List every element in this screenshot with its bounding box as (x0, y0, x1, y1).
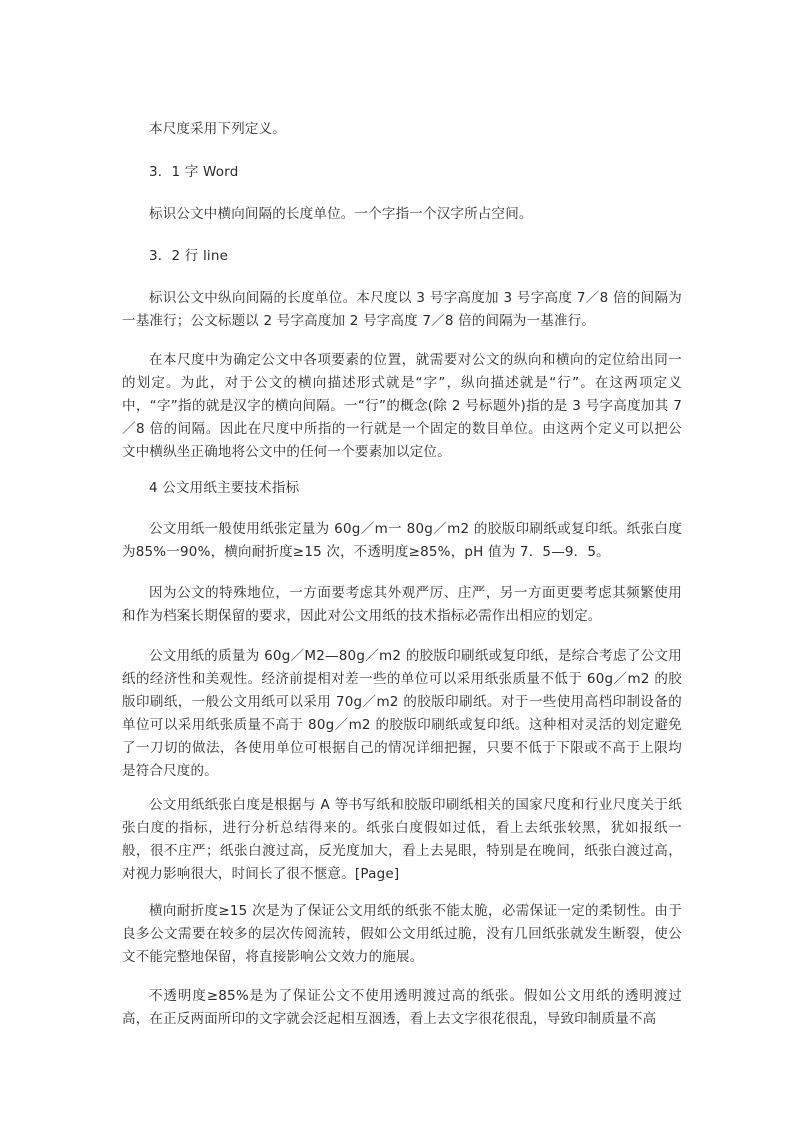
paragraph-intro: 本尺度采用下列定义。 (149, 121, 286, 137)
heading-4-paper-indicators: 4 公文用纸主要技术指标 (149, 480, 300, 496)
heading-3-2-line: 3．2 行 line (149, 248, 229, 264)
paragraph-paper-whiteness: 公文用纸纸张白度是根据与 A 等书写纸和胶版印刷纸相关的国家尺度和行业尺度关于纸张白度的指标，进行分析总结得来的。纸张白度假如过低，看上去纸张较黑，犹如报纸一般，很不庄严；纸张白渡过高，反光度加大，看上去晃眼，特别是在晚间，纸张白渡过高，对视力影响很大，时间长了很不惬意。[Page] (122, 797, 682, 882)
heading-3-1-word: 3．1 字 Word (149, 164, 239, 180)
paragraph-special-status: 因为公文的特殊地位，一方面要考虑其外观严厉、庄严，另一方面更要考虑其频繁使用和作为档案长期保留的要求，因此对公文用纸的技术指标必需作出相应的划定。 (122, 585, 682, 624)
paragraph-positioning: 在本尺度中为确定公文中各项要素的位置，就需要对公文的纵向和横向的定位给出同一的划定。为此，对于公文的横向描述形式就是“字”，纵向描述就是“行”。在这两项定义中，“字”指的就是汉字的横向间隔。一“行”的概念(除 2 号标题外)指的是 3 号字高度加其 7／8 倍的间隔。因此在尺度中所指的一行就是一个固定的数目单位。由这两个定义可以把公文中横纵坐正确地将公文中的任何一个要素加以定位。 (122, 352, 682, 460)
paragraph-opacity: 不透明度≥85%是为了保证公文不使用透明渡过高的纸张。假如公文用纸的透明渡过高，在正反两面所印的文字就会泛起相互洇透，看上去文字很花很乱，导致印制质量不高 (122, 988, 682, 1027)
paragraph-paper-spec: 公文用纸一般使用纸张定量为 60g／m一 80g／m2 的胶版印刷纸或复印纸。纸张白度为85%一90%，横向耐折度≥15 次，不透明度≥85%，pH 值为 7．5—9．5。 (122, 521, 682, 560)
paragraph-line-definition: 标识公文中纵向间隔的长度单位。本尺度以 3 号字高度加 3 号字高度 7／8 倍的间隔为一基准行；公文标题以 2 号字高度加 2 号字高度 7／8 倍的间隔为一基准行。 (122, 290, 682, 329)
paragraph-word-definition: 标识公文中横向间隔的长度单位。一个字指一个汉字所占空间。 (149, 206, 533, 222)
paragraph-folding-endurance: 横向耐折度≥15 次是为了保证公文用纸的纸张不能太脆，必需保证一定的柔韧性。由于良多公文需要在较多的层次传阅流转，假如公文用纸过脆，没有几回纸张就发生断裂，使公文不能完整地保留，将直接影响公文效力的施展。 (122, 903, 682, 965)
paragraph-paper-weight: 公文用纸的质量为 60g／M2—80g／m2 的胶版印刷纸或复印纸，是综合考虑了公文用纸的经济性和美观性。经济前提相对差一些的单位可以采用纸张质量不低于 60g／m2 的胶版印刷纸，一般公文用纸可以采用 70g／m2 的胶版印刷纸。对于一些使用高档印制设备的单位可以采用纸张质量不高于 80g／m2 的胶版印刷纸或复印纸。这种相对灵活的划定避免了一刀切的做法，各使用单位可根据自己的情况详细把握，只要不低于下限或不高于上限均是符合尺度的。 (122, 648, 682, 779)
